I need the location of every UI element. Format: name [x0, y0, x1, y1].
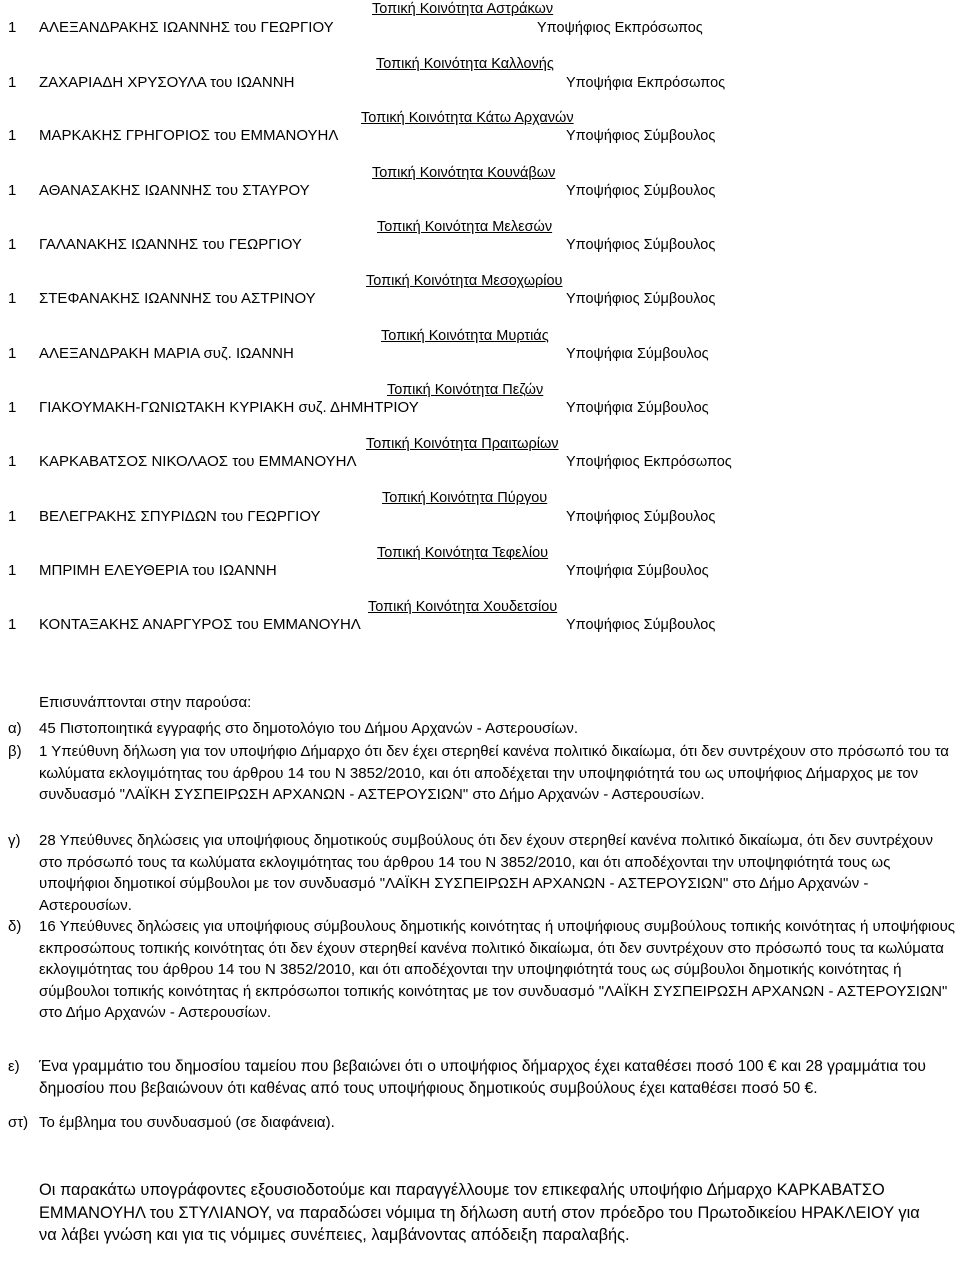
candidate-role: Υποψήφιος Εκπρόσωπος	[537, 20, 703, 36]
attachment-letter: β)	[8, 743, 22, 760]
candidate-number: 1	[8, 127, 17, 144]
candidate-role: Υποψήφια Σύμβουλος	[566, 346, 709, 362]
candidate-row	[0, 127, 960, 145]
candidate-name: ΒΕΛΕΓΡΑΚΗΣ ΣΠΥΡΙΔΩΝ του ΓΕΩΡΓΙΟΥ	[39, 508, 321, 525]
community-title: Τοπική Κοινότητα Τεφελίου	[377, 545, 549, 561]
candidate-row	[0, 508, 960, 526]
community-title: Τοπική Κοινότητα Κουνάβων	[372, 165, 556, 181]
candidate-name: ΜΠΡΙΜΗ ΕΛΕΥΘΕΡΙΑ του ΙΩΑΝΝΗ	[39, 562, 277, 579]
candidate-row	[0, 182, 960, 200]
closing-paragraph: Οι παρακάτω υπογράφοντες εξουσιοδοτούμε και παραγγέλλουμε τον επικεφαλής υποψήφιο Δήμαρχο ΚΑΡΚΑΒΑΤΣΟ ΕΜΜΑΝΟΥΗΛ του ΣΤΥΛΙΑΝΟΥ, να παραδώσει νόμιμα τη δήλωση αυτή στον πρόεδρο του Πρωτοδικείου ΗΡΑΚΛΕΙΟΥ για να λάβει γνώση και για τις νόμιμες συνέπειες, λαμβάνοντας απόδειξη παραλαβής.	[39, 1181, 920, 1244]
candidate-role: Υποψήφια Σύμβουλος	[566, 563, 709, 579]
candidate-role: Υποψήφιος Σύμβουλος	[566, 617, 716, 633]
candidate-row	[0, 74, 960, 92]
candidate-role: Υποψήφια Σύμβουλος	[566, 400, 709, 416]
candidate-name: ΓΑΛΑΝΑΚΗΣ ΙΩΑΝΝΗΣ του ΓΕΩΡΓΙΟΥ	[39, 236, 302, 253]
candidate-name: ΑΛΕΞΑΝΔΡΑΚΗΣ ΙΩΑΝΝΗΣ του ΓΕΩΡΓΙΟΥ	[39, 19, 334, 36]
community-title: Τοπική Κοινότητα Πύργου	[382, 490, 548, 506]
candidate-row	[0, 19, 960, 37]
candidate-number: 1	[8, 19, 17, 36]
attachment-text: 45 Πιστοποιητικά εγγραφής στο δημοτολόγιο του Δήμου Αρχανών - Αστερουσίων.	[39, 720, 579, 737]
candidate-role: Υποψήφια Εκπρόσωπος	[566, 75, 726, 91]
attachment-text: 1 Υπεύθυνη δήλωση για τον υποψήφιο Δήμαρχο ότι δεν έχει στερηθεί κανένα πολιτικό δικαίωμα, ότι δεν συντρέχουν στο πρόσωπό του τα κωλύματα εκλογιμότητας του άρθρου 14 του Ν 3852/2010, και ότι αποδέχεται την υποψηφιότητά του ως υποψήφιος Δήμαρχος με τον συνδυασμό "ΛΑΪΚΗ ΣΥΣΠΕΙΡΩΣΗ ΑΡΧΑΝΩΝ - ΑΣΤΕΡΟΥΣΙΩΝ" στο Δήμο Αρχανών - Αστερουσίων.	[39, 743, 949, 803]
candidate-row	[0, 236, 960, 254]
candidate-number: 1	[8, 74, 17, 91]
candidate-name: ΣΤΕΦΑΝΑΚΗΣ ΙΩΑΝΝΗΣ του ΑΣΤΡΙΝΟΥ	[39, 290, 316, 307]
candidate-number: 1	[8, 290, 17, 307]
candidate-role: Υποψήφιος Σύμβουλος	[566, 237, 716, 253]
community-title: Τοπική Κοινότητα Πεζών	[387, 382, 544, 398]
attachment-letter: γ)	[8, 832, 21, 849]
attachment-text: 28 Υπεύθυνες δηλώσεις για υποψήφιους δημοτικούς συμβούλους ότι δεν έχουν στερηθεί κανένα πολιτικό δικαίωμα, ότι δεν συντρέχουν στο πρόσωπό τους τα κωλύματα εκλογιμότητας του άρθρου 14 του Ν 3852/2010, και ότι αποδέχονται την υποψηφιότητά τους ως υποψήφιοι δημοτικοί σύμβουλοι με τον συνδυασμό "ΛΑΪΚΗ ΣΥΣΠΕΙΡΩΣΗ ΑΡΧΑΝΩΝ - ΑΣΤΕΡΟΥΣΙΩΝ" στο Δήμο Αρχανών - Αστερουσίων.	[39, 832, 933, 914]
attachment-letter: ε)	[8, 1058, 20, 1075]
candidate-name: ΓΙΑΚΟΥΜΑΚΗ-ΓΩΝΙΩΤΑΚΗ ΚΥΡΙΑΚΗ συζ. ΔΗΜΗΤΡΙΟΥ	[39, 399, 419, 416]
attachment-letter: δ)	[8, 918, 22, 935]
community-title: Τοπική Κοινότητα Μελεσών	[377, 219, 553, 235]
community-title: Τοπική Κοινότητα Κάτω Αρχανών	[361, 110, 574, 126]
candidate-number: 1	[8, 345, 17, 362]
candidate-number: 1	[8, 453, 17, 470]
candidate-name: ΚΟΝΤΑΞΑΚΗΣ ΑΝΑΡΓΥΡΟΣ του ΕΜΜΑΝΟΥΗΛ	[39, 616, 361, 633]
attachment-letter: α)	[8, 720, 22, 737]
candidate-name: ΚΑΡΚΑΒΑΤΣΟΣ ΝΙΚΟΛΑΟΣ του ΕΜΜΑΝΟΥΗΛ	[39, 453, 357, 470]
candidate-row	[0, 453, 960, 471]
community-title: Τοπική Κοινότητα Μυρτιάς	[381, 328, 549, 344]
candidate-role: Υποψήφιος Σύμβουλος	[566, 183, 716, 199]
candidate-number: 1	[8, 236, 17, 253]
candidate-name: ΜΑΡΚΑΚΗΣ ΓΡΗΓΟΡΙΟΣ του ΕΜΜΑΝΟΥΗΛ	[39, 127, 339, 144]
candidate-number: 1	[8, 508, 17, 525]
community-title: Τοπική Κοινότητα Μεσοχωρίου	[366, 273, 563, 289]
candidate-number: 1	[8, 182, 17, 199]
candidate-role: Υποψήφιος Σύμβουλος	[566, 291, 716, 307]
attachments-intro: Επισυνάπτονται στην παρούσα:	[39, 694, 252, 711]
candidate-row	[0, 345, 960, 363]
community-title: Τοπική Κοινότητα Χουδετσίου	[368, 599, 558, 615]
attachment-text: Ένα γραμμάτιο του δημοσίου ταμείου που βεβαιώνει ότι ο υποψήφιος δήμαρχος έχει καταθέσει ποσό 100 € και 28 γραμμάτια του δημοσίου που βεβαιώνουν ότι καθένας από τους υποψήφιους δημοτικούς συμβούλους έχει καταθέσει ποσό 50 €.	[39, 1058, 926, 1097]
community-title: Τοπική Κοινότητα Πραιτωρίων	[366, 436, 559, 452]
community-title: Τοπική Κοινότητα Καλλονής	[376, 56, 554, 72]
candidate-row	[0, 616, 960, 634]
candidate-row	[0, 562, 960, 580]
candidate-name: ΑΛΕΞΑΝΔΡΑΚΗ ΜΑΡΙΑ συζ. ΙΩΑΝΝΗ	[39, 345, 294, 362]
candidate-row	[0, 290, 960, 308]
candidate-name: ΖΑΧΑΡΙΑΔΗ ΧΡΥΣΟΥΛΑ του ΙΩΑΝΝΗ	[39, 74, 295, 91]
attachment-letter: στ)	[8, 1114, 29, 1131]
candidate-name: ΑΘΑΝΑΣΑΚΗΣ ΙΩΑΝΝΗΣ του ΣΤΑΥΡΟΥ	[39, 182, 310, 199]
community-title: Τοπική Κοινότητα Αστράκων	[372, 1, 554, 17]
candidate-role: Υποψήφιος Σύμβουλος	[566, 128, 716, 144]
candidate-role: Υποψήφιος Σύμβουλος	[566, 509, 716, 525]
candidate-number: 1	[8, 399, 17, 416]
attachment-text: Το έμβλημα του συνδυασμού (σε διαφάνεια).	[39, 1114, 335, 1131]
attachment-text: 16 Υπεύθυνες δηλώσεις για υποψήφιους σύμβουλους δημοτικής κοινότητας ή υποψήφιους συμβούλους τοπικής κοινότητας ή υποψήφιους εκπροσώπους τοπικής κοινότητας ότι δεν έχουν στερηθεί κανένα πολιτικό δικαίωμα, ότι δεν συντρέχουν στο πρόσωπό τους τα κωλύματα εκλογιμότητας του άρθρου 14 του Ν 3852/2010, και ότι αποδέχονται την υποψηφιότητά τους ως σύμβουλοι δημοτικής κοινότητας ή σύμβουλοι τοπικής κοινότητας ή εκπρόσωποι τοπικής κοινότητας με τον συνδυασμό "ΛΑΪΚΗ ΣΥΣΠΕΙΡΩΣΗ ΑΡΧΑΝΩΝ - ΑΣΤΕΡΟΥΣΙΩΝ" στο Δήμο Αρχανών - Αστερουσίων.	[39, 918, 956, 1021]
candidate-row	[0, 399, 960, 417]
candidate-number: 1	[8, 562, 17, 579]
candidate-role: Υποψήφιος Εκπρόσωπος	[566, 454, 732, 470]
candidate-number: 1	[8, 616, 17, 633]
